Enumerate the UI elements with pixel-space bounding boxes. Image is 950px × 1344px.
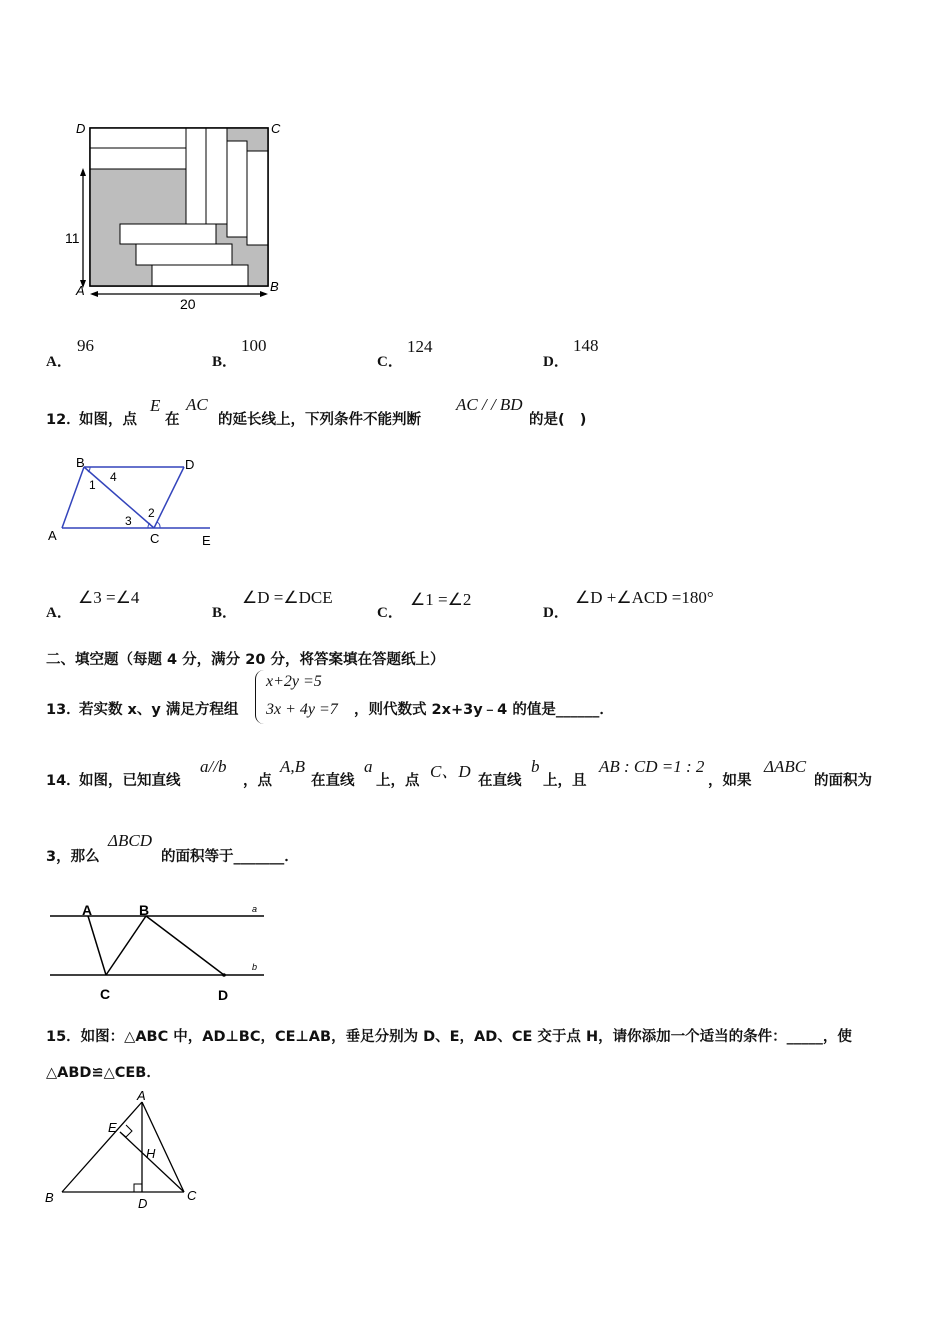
q11-strip [120, 224, 216, 244]
q14-text-3: 在直线 [311, 773, 355, 789]
q14-label-b: B [139, 902, 150, 918]
q14-label-c: C [100, 986, 111, 1002]
q15-triangle-figure [42, 1088, 206, 1214]
q14-label-line-a: a [252, 904, 258, 914]
q14-seg-bd [146, 916, 224, 975]
q13-number: 13． [46, 702, 81, 718]
q15-seg-ab [62, 1102, 142, 1192]
q11-option-a-letter: A． [46, 354, 72, 370]
q12-line-dc [154, 467, 184, 528]
q11-option-c-letter: C． [377, 354, 403, 370]
q14-triangle-bcd: ΔBCD [108, 831, 152, 850]
q15-label-e: E [108, 1120, 117, 1135]
q12-label-e: E [202, 533, 211, 548]
q14-line-b-label: b [531, 757, 540, 776]
q14-label-line-b: b [252, 962, 258, 972]
q11-label-a: A [76, 283, 85, 298]
q15-label-b: B [45, 1190, 54, 1205]
q11-option-d-letter: D． [543, 354, 569, 370]
q12-option-b-value: ∠D =∠DCE [242, 588, 333, 607]
q14-line-a-label: a [364, 757, 373, 776]
q15-seg-ce [120, 1132, 184, 1192]
q11-strip [206, 128, 227, 224]
q11-strip [227, 141, 247, 237]
q14-text-10: 的面积等于_______． [161, 849, 299, 865]
q12-angle-1: 1 [89, 478, 96, 492]
q12-point-e: E [150, 396, 161, 415]
q11-rectangle-figure [60, 118, 300, 318]
q11-option-c-value: 124 [407, 337, 433, 356]
q15-label-h: H [146, 1146, 156, 1161]
q11-label-d: D [76, 121, 86, 136]
q15-right-angle-d [134, 1184, 142, 1192]
q12-text-3: 的延长线上，下列条件不能判断 [218, 412, 421, 428]
q11-strip [90, 148, 186, 169]
q12-line-ab [62, 467, 84, 528]
q14-seg-cb [106, 916, 146, 975]
q12-option-d-value: ∠D +∠ACD =180° [575, 588, 714, 607]
q11-strip [152, 265, 248, 286]
q11-label-b: B [270, 279, 279, 294]
q13-text-1: 若实数 x、y 满足方程组 [79, 702, 239, 718]
q14-text-8: 的面积为 [814, 773, 872, 789]
q14-text-4: 上，点 [376, 773, 420, 789]
q12-line-bc [84, 467, 154, 528]
q12-angle-3: 3 [125, 514, 132, 528]
q12-option-c-letter: C． [377, 605, 403, 621]
q13-equation-1: x+2y =5 [266, 673, 322, 690]
q14-seg-ac [88, 916, 106, 975]
q12-text-4: 的是( ) [529, 412, 587, 428]
q12-option-c-value: ∠1 =∠2 [410, 590, 472, 609]
q14-label-a: A [82, 902, 93, 918]
q12-angle-4: 4 [110, 470, 117, 484]
q13-equation-2: 3x + 4y =7 [266, 701, 338, 718]
q14-text-7: ，如果 [708, 773, 752, 789]
q14-points-cd: C、D [430, 762, 471, 781]
q11-option-b-value: 100 [241, 336, 267, 355]
q15-label-a: A [137, 1088, 146, 1103]
q11-width-label: 20 [180, 296, 196, 312]
q11-strip [136, 244, 232, 265]
q14-number: 14． [46, 773, 81, 789]
q14-parallel-lines-figure [46, 898, 272, 1008]
q11-strip [186, 128, 206, 224]
q11-option-d-value: 148 [573, 336, 599, 355]
q12-text-2: 在 [165, 412, 180, 428]
q15-label-c: C [187, 1188, 197, 1203]
q14-triangle-abc: ΔABC [764, 757, 807, 776]
q15-label-d: D [138, 1196, 148, 1211]
q11-height-label: 11 [65, 230, 80, 246]
q12-option-d-letter: D． [543, 605, 569, 621]
q11-strip [90, 128, 186, 148]
q12-label-c: C [150, 531, 160, 546]
q12-option-a-letter: A． [46, 605, 72, 621]
q15-text-line-1: 15．如图：△ABC 中，AD⊥BC，CE⊥AB，垂足分别为 D、E，AD、CE 交于点 H，请你添加一个适当的条件：_____，使 [46, 1029, 852, 1045]
q11-label-c: C [271, 121, 281, 136]
q14-label-d: D [218, 987, 229, 1003]
q12-label-a: A [48, 528, 57, 543]
q11-option-b-letter: B． [212, 354, 238, 370]
q13-equation-brace [255, 670, 264, 724]
q12-option-a-value: ∠3 =∠4 [78, 588, 140, 607]
q12-label-b: B [76, 455, 85, 470]
q15-right-angle-e [120, 1125, 132, 1137]
q14-a-parallel-b: a//b [200, 757, 227, 776]
q12-label-d: D [185, 457, 195, 472]
q11-option-a-value: 96 [77, 336, 94, 355]
q14-text-1: 如图，已知直线 [79, 773, 181, 789]
q15-text-line-2: △ABD≌△CEB． [46, 1065, 161, 1081]
q12-option-b-letter: B． [212, 605, 238, 621]
q14-text-2: ，点 [243, 773, 272, 789]
q14-text-5: 在直线 [478, 773, 522, 789]
section-2-heading: 二、填空题（每题 4 分，满分 20 分，将答案填在答题纸上） [46, 652, 445, 668]
q12-number: 12． [46, 412, 81, 428]
q12-text-1: 如图，点 [79, 412, 137, 428]
q13-text-2: ，则代数式 2x+3y﹣4 的值是______． [354, 702, 614, 718]
q14-points-ab: A,B [280, 757, 306, 776]
q14-ratio: AB : CD =1 : 2 [599, 757, 705, 776]
q12-parallelogram-figure [44, 454, 224, 550]
q12-segment-ac: AC [186, 395, 208, 414]
q12-angle-2: 2 [148, 506, 155, 520]
q11-strip [247, 151, 268, 245]
q12-ac-parallel-bd: AC / / BD [456, 395, 523, 414]
q14-text-9: 3，那么 [46, 849, 100, 865]
q14-text-6: 上，且 [543, 773, 587, 789]
